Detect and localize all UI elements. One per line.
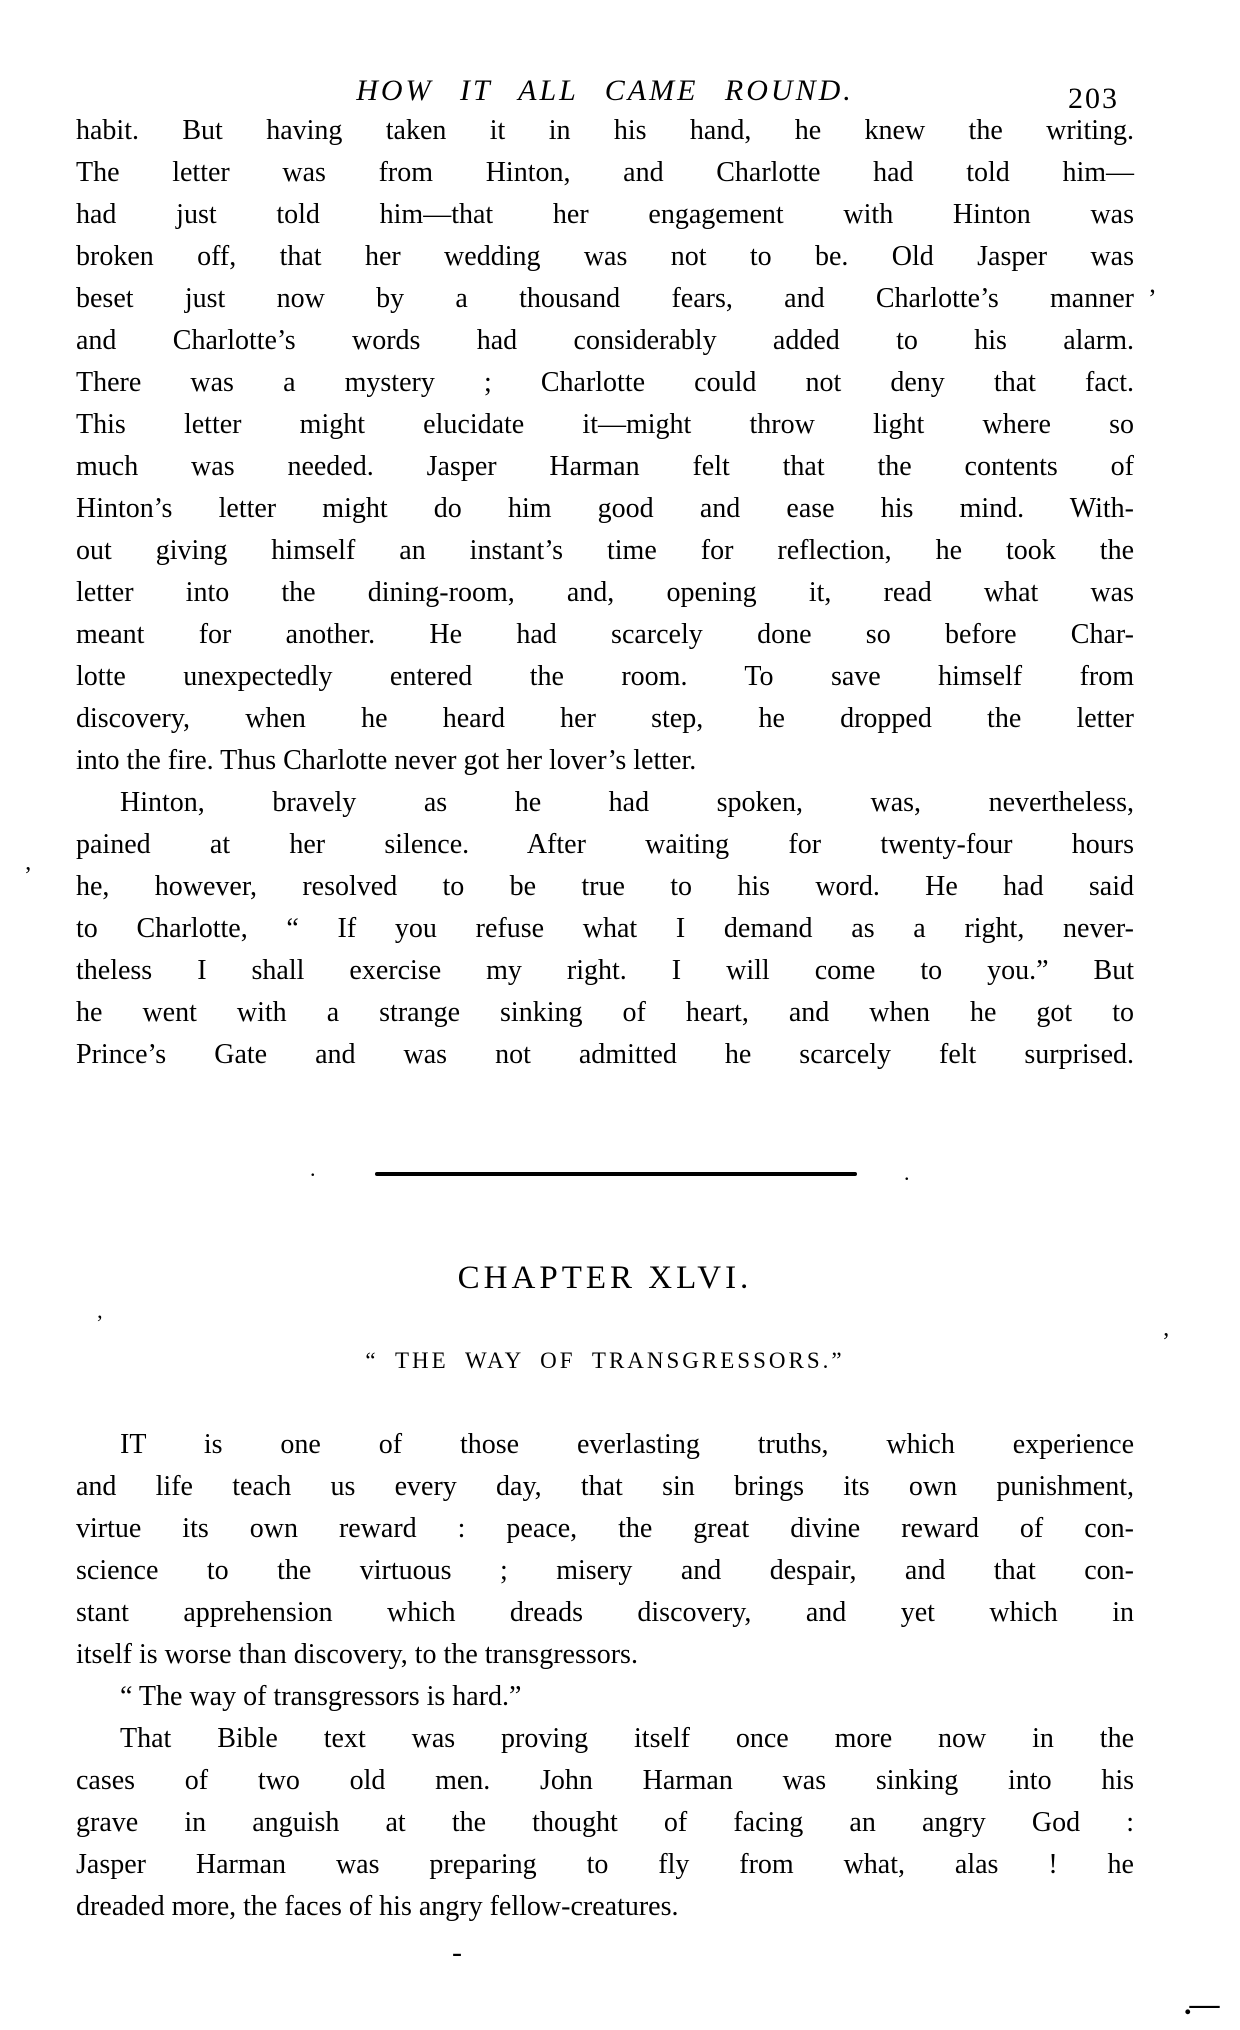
text-line: cases of two old men. John Harman was sinking into his (76, 1765, 1134, 1796)
text-line: That Bible text was proving itself once more now in the (120, 1723, 1134, 1754)
text-line: he, however, resolved to be true to his word. He had said (76, 871, 1134, 902)
body-text-block (76, 1424, 1134, 1928)
text-line: letter into the dining-room, and, opening it, read what was (76, 577, 1134, 608)
scan-artifact-mark: ’ (24, 863, 32, 889)
page-number: 203 (1068, 82, 1119, 115)
text-line: Jasper Harman was preparing to fly from what, alas ! he (76, 1849, 1134, 1880)
text-line: to Charlotte, “ If you refuse what I demand as a right, never- (76, 913, 1134, 944)
scan-artifact-mark: ’ (1162, 1329, 1170, 1355)
paragraph (76, 782, 1134, 1076)
text-line: into the fire. Thus Charlotte never got her lover’s letter. (76, 745, 697, 776)
text-line: This letter might elucidate it—might throw light where so (76, 409, 1134, 440)
text-line: IT is one of those everlasting truths, which experience (120, 1429, 1134, 1460)
chapter-heading: CHAPTER XLVI. (457, 1260, 753, 1296)
text-line: he went with a strange sinking of heart, and when he got to (76, 997, 1134, 1028)
running-head: HOW IT ALL CAME ROUND. (356, 74, 854, 107)
text-line: much was needed. Jasper Harman felt that the contents of (76, 451, 1134, 482)
scan-artifact-mark: ’ (96, 1310, 104, 1335)
text-line: broken off, that her wedding was not to be. Old Jasper was (76, 241, 1134, 272)
paragraph (76, 110, 1134, 782)
text-line: meant for another. He had scarcely done so before Char- (76, 619, 1134, 650)
text-line: had just told him—that her engagement with Hinton was (76, 199, 1134, 230)
text-line: Prince’s Gate and was not admitted he scarcely felt surprised. (76, 1039, 1134, 1070)
text-line: “ The way of transgressors is hard.” (120, 1681, 522, 1712)
text-line: Hinton, bravely as he had spoken, was, nevertheless, (120, 787, 1134, 818)
text-line: dreaded more, the faces of his angry fellow-creatures. (76, 1891, 679, 1922)
paragraph (76, 1424, 1134, 1928)
scan-artifact-mark: .— (1184, 1988, 1218, 2021)
scan-artifact-mark: ’ (1148, 284, 1157, 313)
text-line: There was a mystery ; Charlotte could not deny that fact. (76, 367, 1134, 398)
text-line: theless I shall exercise my right. I will come to you.” But (76, 955, 1134, 986)
scan-artifact-mark: . (310, 1156, 316, 1181)
scan-artifact-mark: - (452, 1936, 462, 1969)
text-line: and Charlotte’s words had considerably added to his alarm. (76, 325, 1134, 356)
text-line: grave in anguish at the thought of facing an angry God : (76, 1807, 1134, 1838)
body-text-block (76, 110, 1134, 1076)
chapter-subtitle: “ THE WAY OF TRANSGRESSORS.” (365, 1348, 845, 1373)
text-line: habit. But having taken it in his hand, he knew the writing. (76, 115, 1134, 146)
scan-artifact-mark: . (904, 1160, 910, 1185)
text-line: discovery, when he heard her step, he dropped the letter (76, 703, 1134, 734)
text-line: lotte unexpectedly entered the room. To save himself from (76, 661, 1134, 692)
text-line: The letter was from Hinton, and Charlotte had told him— (76, 157, 1134, 188)
text-line: virtue its own reward : peace, the great divine reward of con- (76, 1513, 1134, 1544)
text-line: pained at her silence. After waiting for twenty-four hours (76, 829, 1134, 860)
text-line: out giving himself an instant’s time for reflection, he took the (76, 535, 1134, 566)
section-divider-rule (375, 1172, 857, 1176)
text-line: itself is worse than discovery, to the transgressors. (76, 1639, 638, 1670)
text-line: beset just now by a thousand fears, and Charlotte’s manner (76, 283, 1134, 314)
text-line: stant apprehension which dreads discovery, and yet which in (76, 1597, 1134, 1628)
text-line: science to the virtuous ; misery and despair, and that con- (76, 1555, 1134, 1586)
text-line: Hinton’s letter might do him good and ease his mind. With- (76, 493, 1134, 524)
text-line: and life teach us every day, that sin brings its own punishment, (76, 1471, 1134, 1502)
